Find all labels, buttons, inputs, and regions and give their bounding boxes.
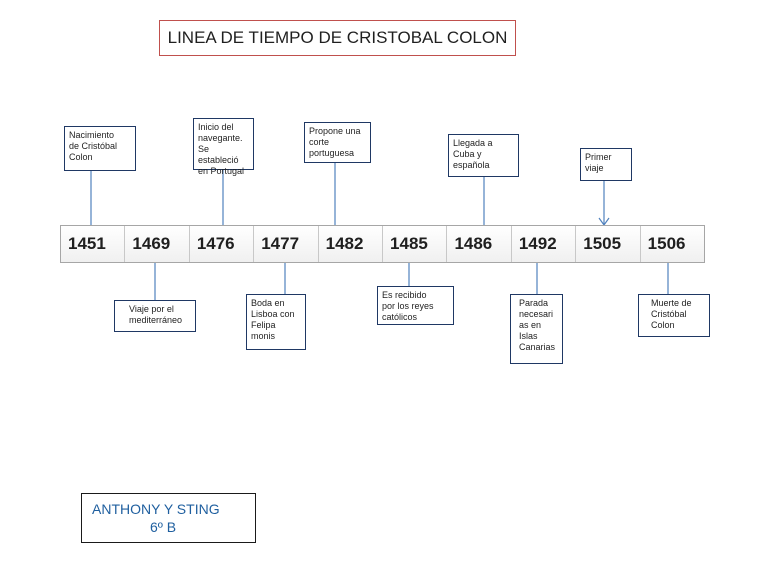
year-cell: 1469	[125, 226, 189, 262]
year-cell: 1476	[190, 226, 254, 262]
timeline-years-bar	[60, 225, 705, 263]
year-cell: 1506	[647, 234, 686, 253]
year-cell: 1477	[254, 226, 318, 262]
note-1486: Llegada a Cuba y española	[448, 134, 519, 177]
note-1482: Propone una corte portuguesa	[304, 122, 371, 163]
arrowhead-1505	[599, 218, 609, 225]
note-1485: Es recibido por los reyes católicos	[377, 286, 454, 325]
year-cell: 1485	[383, 226, 447, 262]
year-cell: 1492	[512, 226, 576, 262]
author-box	[81, 493, 256, 543]
year-cell: 1505	[576, 226, 640, 262]
author-names: ANTHONY Y STING	[92, 501, 220, 517]
year-cell: 1482	[319, 226, 383, 262]
note-1477: Boda en Lisboa con Felipa monis	[246, 294, 306, 350]
note-1506: Muerte de Cristóbal Colon	[638, 294, 710, 337]
note-1451: Nacimiento de Cristóbal Colon	[64, 126, 136, 171]
author-grade: 6º B	[150, 519, 177, 535]
year-cell: 1486	[447, 226, 511, 262]
note-1469: Viaje por el mediterráneo	[114, 300, 196, 332]
year-cell: 1451	[61, 226, 125, 262]
note-1476: Inicio del navegante. Se estableció en Portugal	[193, 118, 254, 170]
page-title: LINEA DE TIEMPO DE CRISTOBAL COLON	[159, 20, 516, 56]
note-1492: Parada necesari as en Islas Canarias	[510, 294, 563, 364]
note-1505: Primer viaje	[580, 148, 632, 181]
